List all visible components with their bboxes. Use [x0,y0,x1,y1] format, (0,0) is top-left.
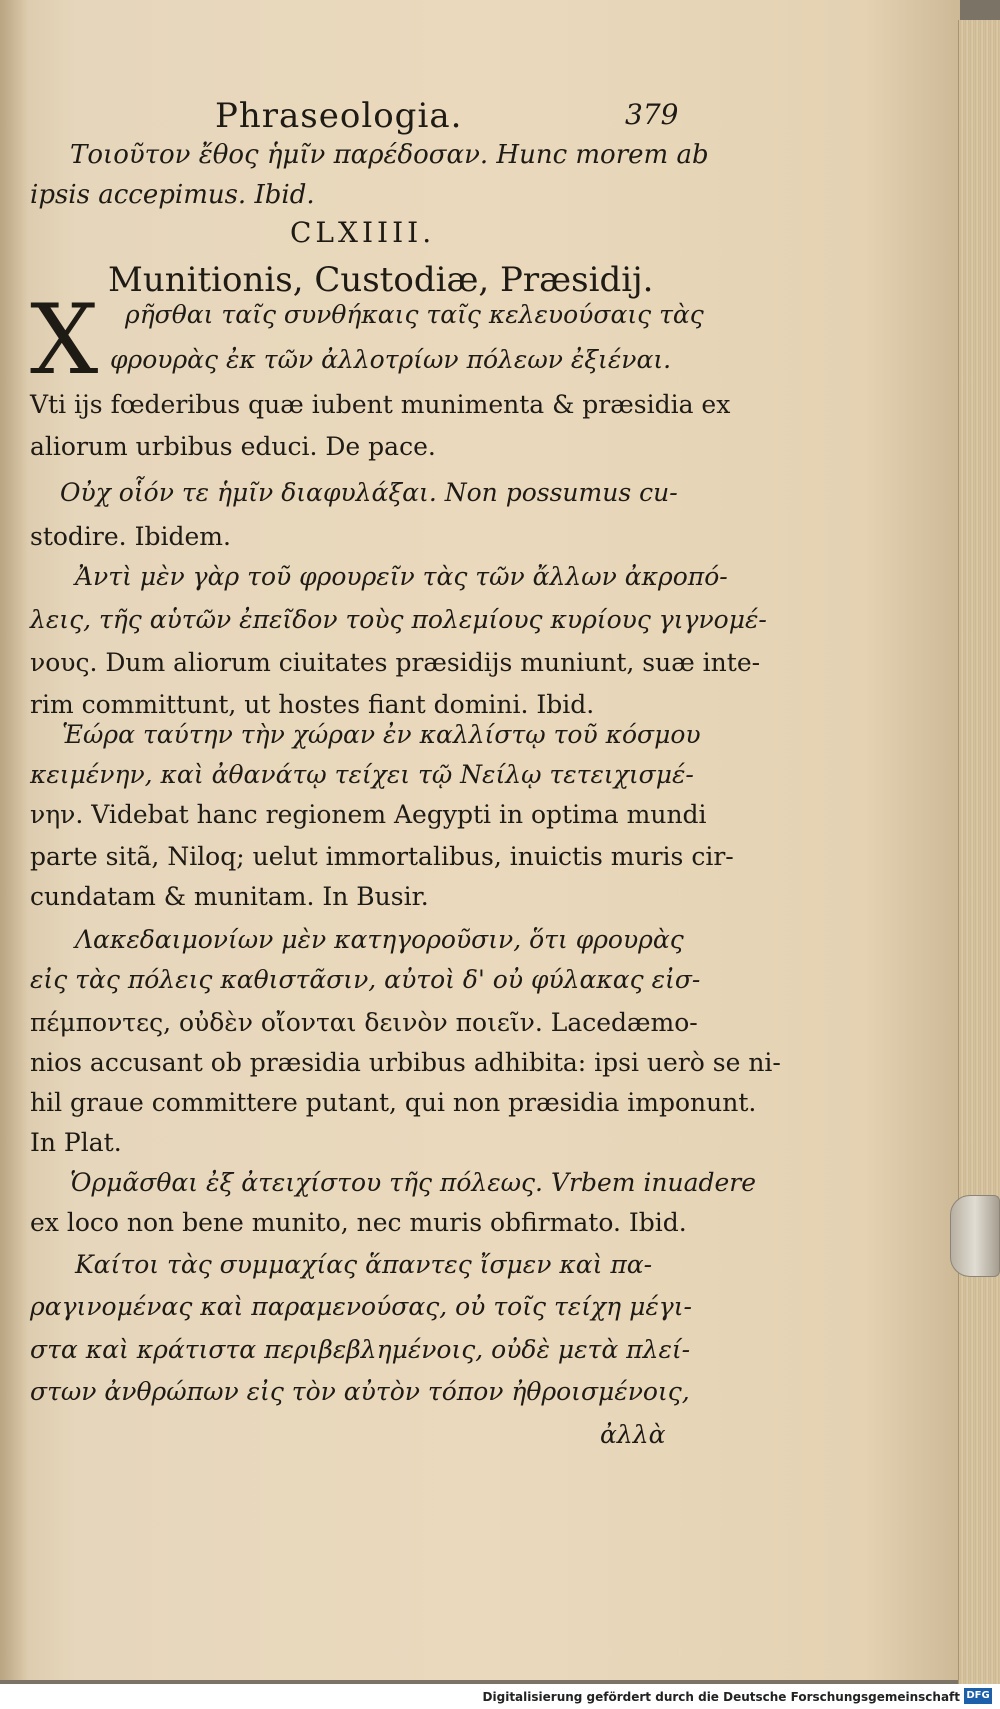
body-line: hil graue committere putant, qui non præsidia imponunt. [30,1088,757,1117]
body-line: ex loco non bene munito, nec muris obfirmato. Ibid. [30,1208,687,1237]
page-number: 379 [625,98,679,131]
body-line: Ἀντὶ μὲν γὰρ τοῦ φρουρεῖν τὰς τῶν ἄλλων ἀκροπό- [75,562,728,591]
body-line: Καίτοι τὰς συμμαχίας ἅπαντες ἴσμεν καὶ πα- [75,1250,653,1279]
text-line: ipsis accepimus. Ibid. [30,180,315,210]
body-line: ρῆσθαι ταῖς συνθήκαις ταῖς κελευούσαις τὰς [125,300,704,329]
body-line: nios accusant ob præsidia urbibus adhibita: ipsi uerò se ni- [30,1048,781,1077]
body-line: Vti ijs fœderibus quæ iubent munimenta & præsidia ex [30,390,731,419]
body-line: ραγινομένας καὶ παραμενούσας, οὐ τοῖς τείχη μέγι- [30,1292,692,1321]
section-number: CLXIIII. [290,216,436,249]
body-line: aliorum urbibus educi. De pace. [30,432,436,461]
drop-cap-initial: X [30,284,99,396]
body-line: φρουρὰς ἐκ τῶν ἀλλοτρίων πόλεων ἐξιέναι. [110,345,672,374]
body-line: ἀλλὰ [600,1420,666,1449]
body-line: κειμένην, καὶ ἀθανάτῳ τείχει τῷ Νείλῳ τετειχισμέ- [30,760,694,789]
body-line: νους. Dum aliorum ciuitates præsidijs muniunt, suæ inte- [30,648,761,677]
body-line: λεις, τῆς αὑτῶν ἐπεῖδον τοὺς πολεμίους κυρίους γιγνομέ- [30,605,767,634]
body-line: Ὁρμᾶσθαι ἐξ ἀτειχίστου τῆς πόλεως. Vrbem inuadere [70,1168,757,1197]
page-gutter [0,0,28,1680]
running-header: Phraseologia. [215,96,463,136]
body-line: Ἑώρα ταύτην τὴν χώραν ἐν καλλίστῳ τοῦ κόσμου [62,720,701,749]
dfg-logo: DFG [964,1688,992,1704]
body-line: In Plat. [30,1128,122,1157]
body-line: stodire. Ibidem. [30,522,231,551]
text-line: Τοιοῦτον ἔθος ἡμῖν παρέδοσαν. Hunc morem ab [70,140,709,170]
body-line: στων ἀνθρώπων εἰς τὸν αὐτὸν τόπον ἠθροισμένοις, [30,1377,690,1406]
body-line: rim committunt, ut hostes fiant domini. Ibid. [30,690,595,719]
body-line: εἰς τὰς πόλεις καθιστᾶσιν, αὐτοὶ δ' οὐ φύλακας εἰσ- [30,965,701,994]
body-line: Οὐχ οἷόν τε ἡμῖν διαφυλάξαι. Non possumus cu- [60,478,678,507]
page-clip [950,1195,1000,1277]
section-title: Munitionis, Custodiæ, Præsidij. [108,260,654,300]
body-line: νην. Videbat hanc regionem Aegypti in optima mundi [30,800,707,829]
body-line: στα καὶ κράτιστα περιβεβλημένοις, οὐδὲ μετὰ πλεί- [30,1335,691,1364]
body-line: Λακεδαιμονίων μὲν κατηγοροῦσιν, ὅτι φρουρὰς [75,925,684,954]
footer-credit: Digitalisierung gefördert durch die Deutsche Forschungsgemeinschaft [482,1690,960,1704]
page-edges [958,20,1000,1685]
body-line: πέμποντες, οὐδὲν οἴονται δεινὸν ποιεῖν. Lacedæmo- [30,1008,698,1037]
body-line: cundatam & munitam. In Busir. [30,882,429,911]
body-line: parte sitã, Niloq; uelut immortalibus, inuictis muris cir- [30,842,734,871]
